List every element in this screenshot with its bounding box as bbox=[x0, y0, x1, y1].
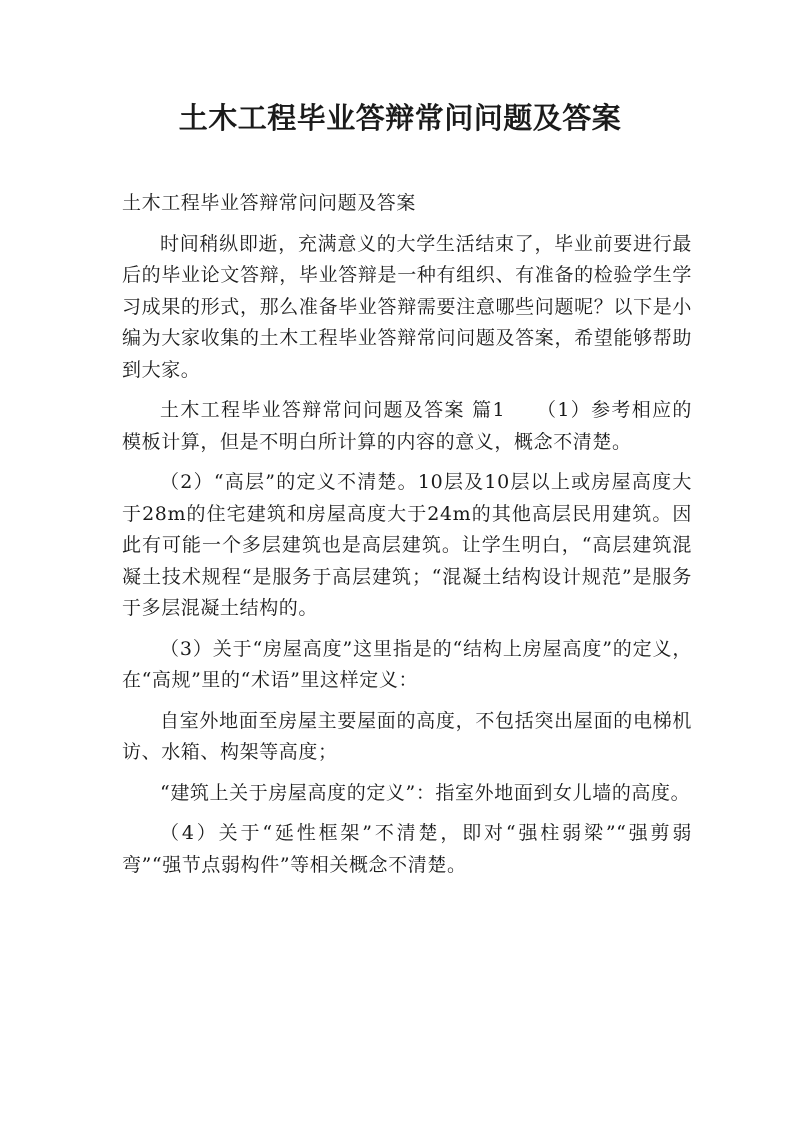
paragraph-3: （3）关于“房屋高度”这里指是的“结构上房屋高度”的定义，在“高规”里的“术语”里这样定义： bbox=[122, 637, 692, 691]
paragraph-3-architecture: “建筑上关于房屋高度的定义”：指室外地面到女儿墙的高度。 bbox=[160, 781, 691, 804]
paragraph-1: 土木工程毕业答辩常问问题及答案 篇1 （1）参考相应的模板计算，但是不明白所计算的内容的意义，概念不清楚。 bbox=[122, 399, 692, 453]
document-title: 土木工程毕业答辩常问问题及答案 bbox=[178, 101, 622, 135]
document-subtitle: 土木工程毕业答辩常问问题及答案 bbox=[122, 192, 417, 214]
paragraph-intro: 时间稍纵即逝，充满意义的大学生活结束了，毕业前要进行最后的毕业论文答辩，毕业答辩是一种有组织、有准备的检验学生学习成果的形式，那么准备毕业答辩需要注意哪些问题呢？以下是小编为大家收集的土木工程毕业答辩常问问题及答案，希望能够帮助到大家。 bbox=[122, 232, 692, 381]
paragraph-3-definition: 自室外地面至房屋主要屋面的高度，不包括突出屋面的电梯机访、水箱、构架等高度； bbox=[122, 709, 692, 763]
document-body bbox=[122, 188, 692, 881]
paragraph-4: （4）关于“延性框架”不清楚，即对“强柱弱梁”“强剪弱弯”“强节点弱构件”等相关概念不清楚。 bbox=[122, 822, 692, 876]
paragraph-2: （2）“高层”的定义不清楚。10层及10层以上或房屋高度大于28m的住宅建筑和房屋高度大于24m的其他高层民用建筑。因此有可能一个多层建筑也是高层建筑。让学生明白，“高层建筑混凝土技术规程“是服务于高层建筑；“混凝土结构设计规范”是服务于多层混凝土结构的。 bbox=[122, 471, 692, 619]
